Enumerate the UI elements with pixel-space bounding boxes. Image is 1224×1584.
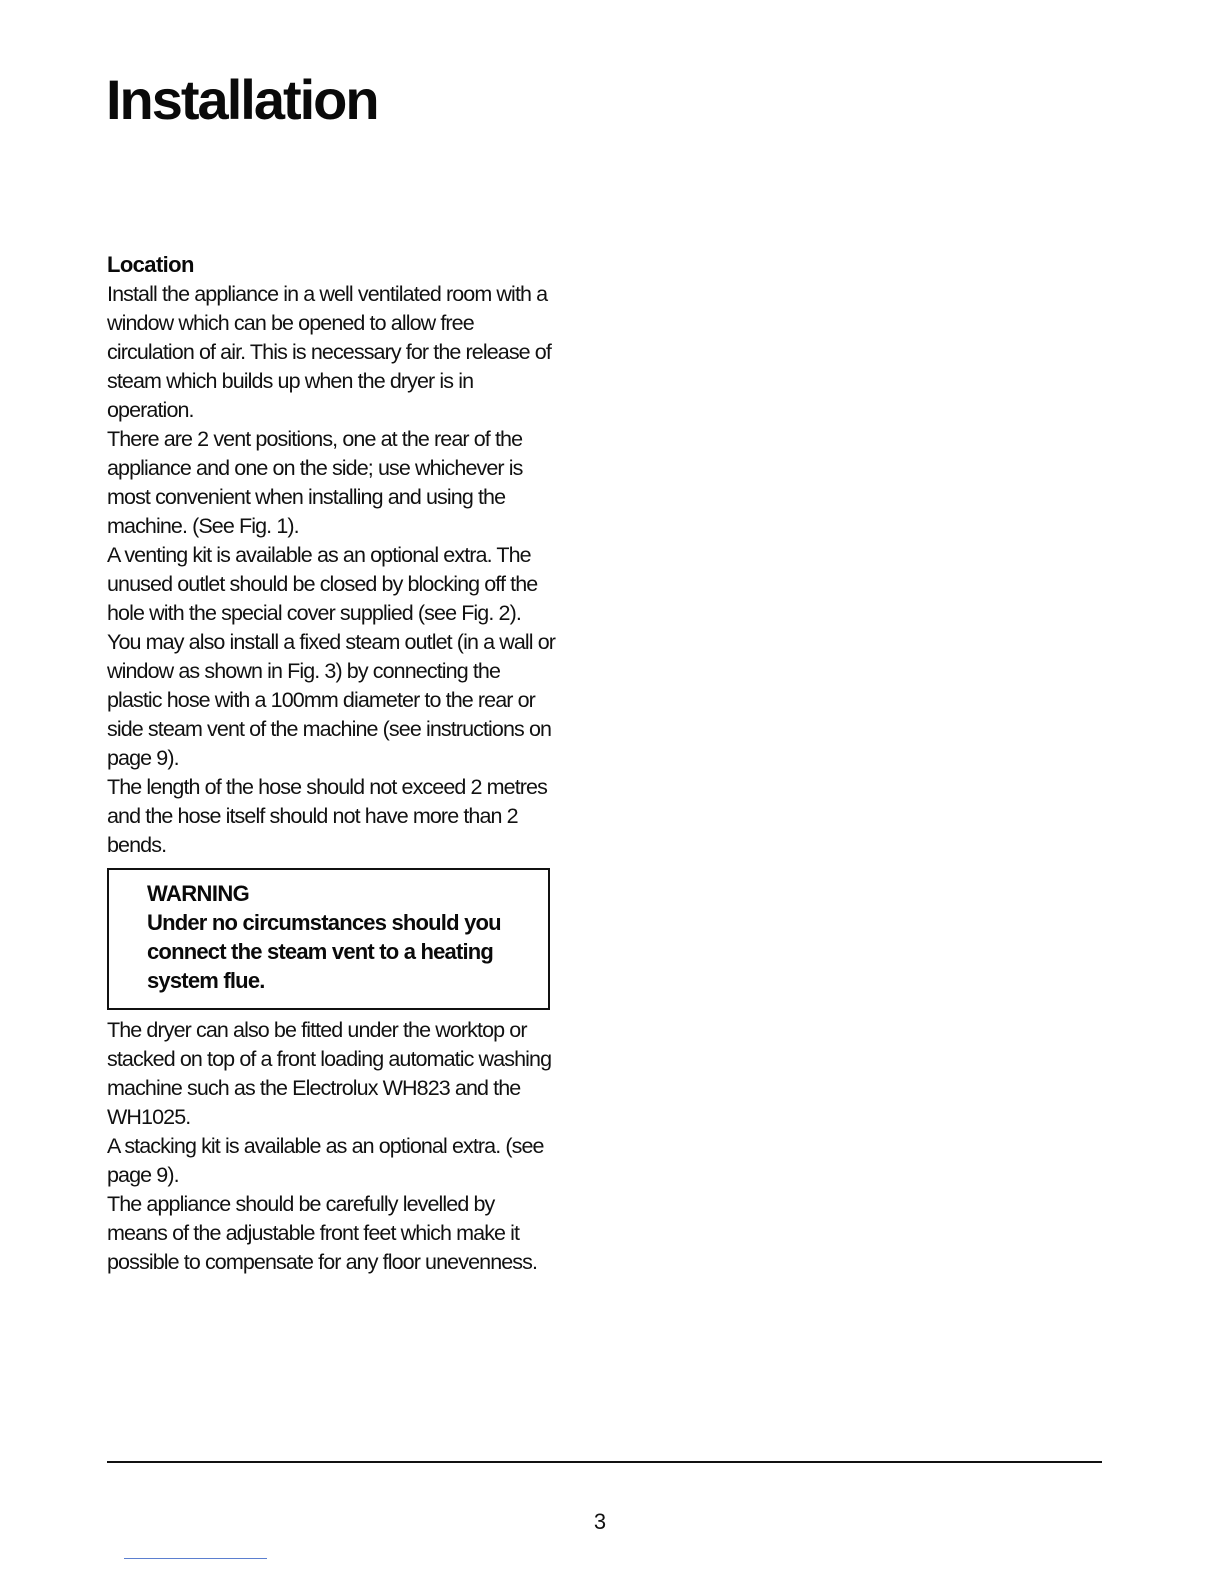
page-title: Installation bbox=[106, 68, 378, 131]
paragraph-levelling: The appliance should be carefully levelled by means of the adjustable front feet which make it possible to compensate for any floor unevenness. bbox=[107, 1192, 538, 1274]
paragraph-vent-positions: There are 2 vent positions, one at the rear of the appliance and one on the side; use whichever is most convenient when installing and using the machine. (See Fig. 1). bbox=[107, 427, 523, 538]
paragraph-worktop-stacking: The dryer can also be fitted under the worktop or stacked on top of a front loading automatic washing machine such as the Electrolux WH823 and the WH1025. bbox=[107, 1018, 552, 1129]
warning-title: WARNING bbox=[147, 881, 250, 906]
bottom-accent-line bbox=[124, 1558, 267, 1559]
section-heading-location: Location bbox=[107, 252, 194, 277]
paragraph-fixed-steam-outlet: You may also install a fixed steam outlet (in a wall or window as shown in Fig. 3) by connecting the plastic hose with a 100mm diameter to the rear or side steam vent of the machine (see instructions on page 9). bbox=[107, 630, 556, 770]
page-number: 3 bbox=[593, 1509, 607, 1534]
footer-divider bbox=[107, 1461, 1102, 1463]
paragraph-hose-length: The length of the hose should not exceed 2 metres and the hose itself should not have more than 2 bends. bbox=[107, 775, 547, 857]
paragraph-stacking-kit: A stacking kit is available as an optional extra. (see page 9). bbox=[107, 1134, 544, 1187]
warning-box bbox=[107, 868, 550, 1010]
paragraph-venting-kit: A venting kit is available as an optional extra. The unused outlet should be closed by blocking off the hole with the special cover supplied (see Fig. 2). bbox=[107, 543, 538, 625]
location-section bbox=[107, 250, 557, 1277]
paragraph-ventilation: Install the appliance in a well ventilated room with a window which can be opened to allow free circulation of air. This is necessary for the release of steam which builds up when the dryer is in operation. bbox=[107, 282, 551, 422]
warning-text: Under no circumstances should you connect the steam vent to a heating system flue. bbox=[147, 910, 501, 993]
